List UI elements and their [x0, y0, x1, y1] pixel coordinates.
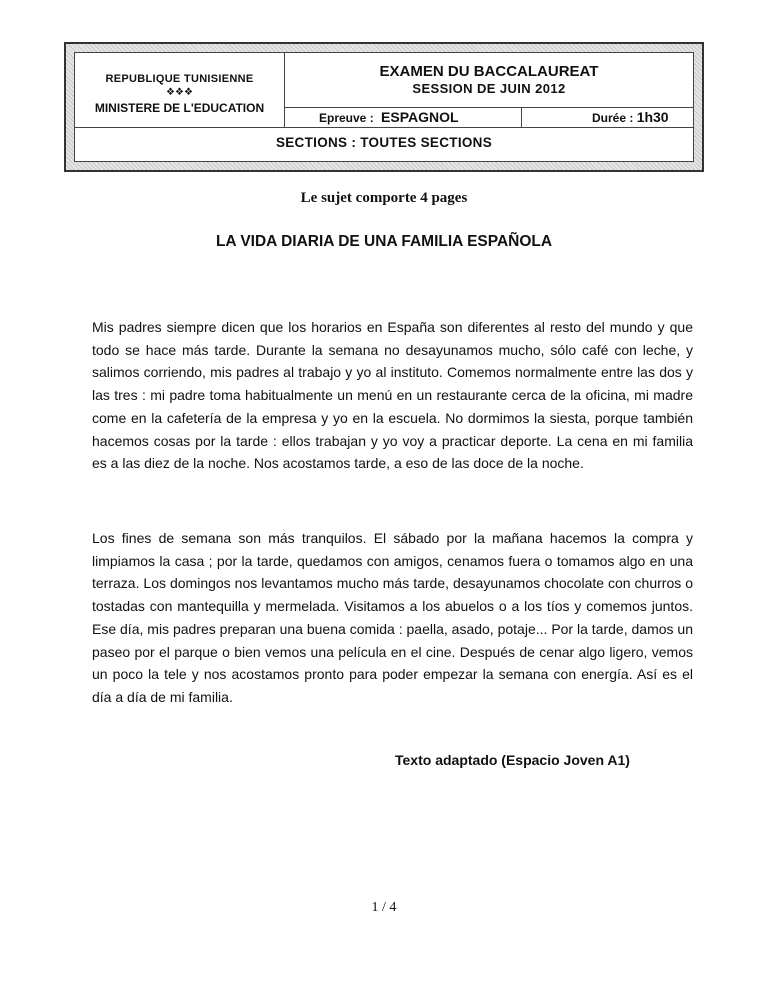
- diamond-ornament-icon: ❖❖❖: [166, 87, 193, 98]
- paragraph-1: Mis padres siempre dicen que los horarios en España son diferentes al resto del mundo y que todo se hace más tarde. Durante la semana no desayunamos mucho, sólo café con leche, y salimos corriendo, mis padres al trabajo y yo al instituto. Comemos normalmente entre las dos y las tres : mi padre toma habitualmente un menú en un restaurante cerca de la oficina, mi madre come en la cafetería de la empresa y yo en la escuela. No dormimos la siesta, porque también hacemos cosas por la tarde : ellos trabajan y yo voy a practicar deporte. La cena en mi familia es a las diez de la noche. Nos acostamos tarde, a eso de las doce de la noche.: [92, 319, 693, 472]
- exam-cell: [285, 53, 693, 108]
- republic-label: REPUBLIQUE TUNISIENNE: [105, 73, 254, 85]
- duration-cell: [522, 108, 693, 128]
- duration-value: 1h30: [636, 109, 669, 125]
- source-citation: Texto adaptado (Espacio Joven A1): [395, 752, 630, 768]
- text-title: LA VIDA DIARIA DE UNA FAMILIA ESPAÑOLA: [215, 233, 553, 250]
- institution-cell: [75, 53, 285, 128]
- subject-value: ESPAGNOL: [381, 109, 459, 125]
- pages-note: Le sujet comporte 4 pages: [300, 190, 468, 206]
- exam-header: [64, 42, 704, 172]
- sections-label: SECTIONS : TOUTES SECTIONS: [275, 135, 493, 150]
- exam-title: EXAMEN DU BACCALAUREAT: [379, 63, 599, 80]
- subject-cell: [285, 108, 522, 128]
- page-number: 1 / 4: [371, 900, 397, 915]
- duration-label: Durée :: [592, 111, 634, 125]
- header-table: [74, 52, 694, 162]
- subject-label: Epreuve :: [319, 111, 374, 125]
- session-label: SESSION DE JUIN 2012: [412, 81, 566, 96]
- paragraph-2: Los fines de semana son más tranquilos. El sábado por la mañana hacemos la compra y limpiamos la casa ; por la tarde, quedamos con amigos, cenamos fuera o tomamos algo en una terraza. Los domingos nos levantamos mucho más tarde, desayunamos chocolate con churros o tostadas con mantequilla y mermelada. Visitamos a los abuelos o a los tíos y comemos juntos. Ese día, mis padres preparan una buena comida : paella, asado, potaje... Por la tarde, damos un paseo por el parque o bien vemos una película en el cine. Después de cenar algo ligero, vemos un poco la tele y nos acostamos pronto para poder empezar la semana con energía. Así es el día a día de mi familia.: [92, 530, 693, 705]
- ministry-label: MINISTERE DE L'EDUCATION: [94, 101, 265, 115]
